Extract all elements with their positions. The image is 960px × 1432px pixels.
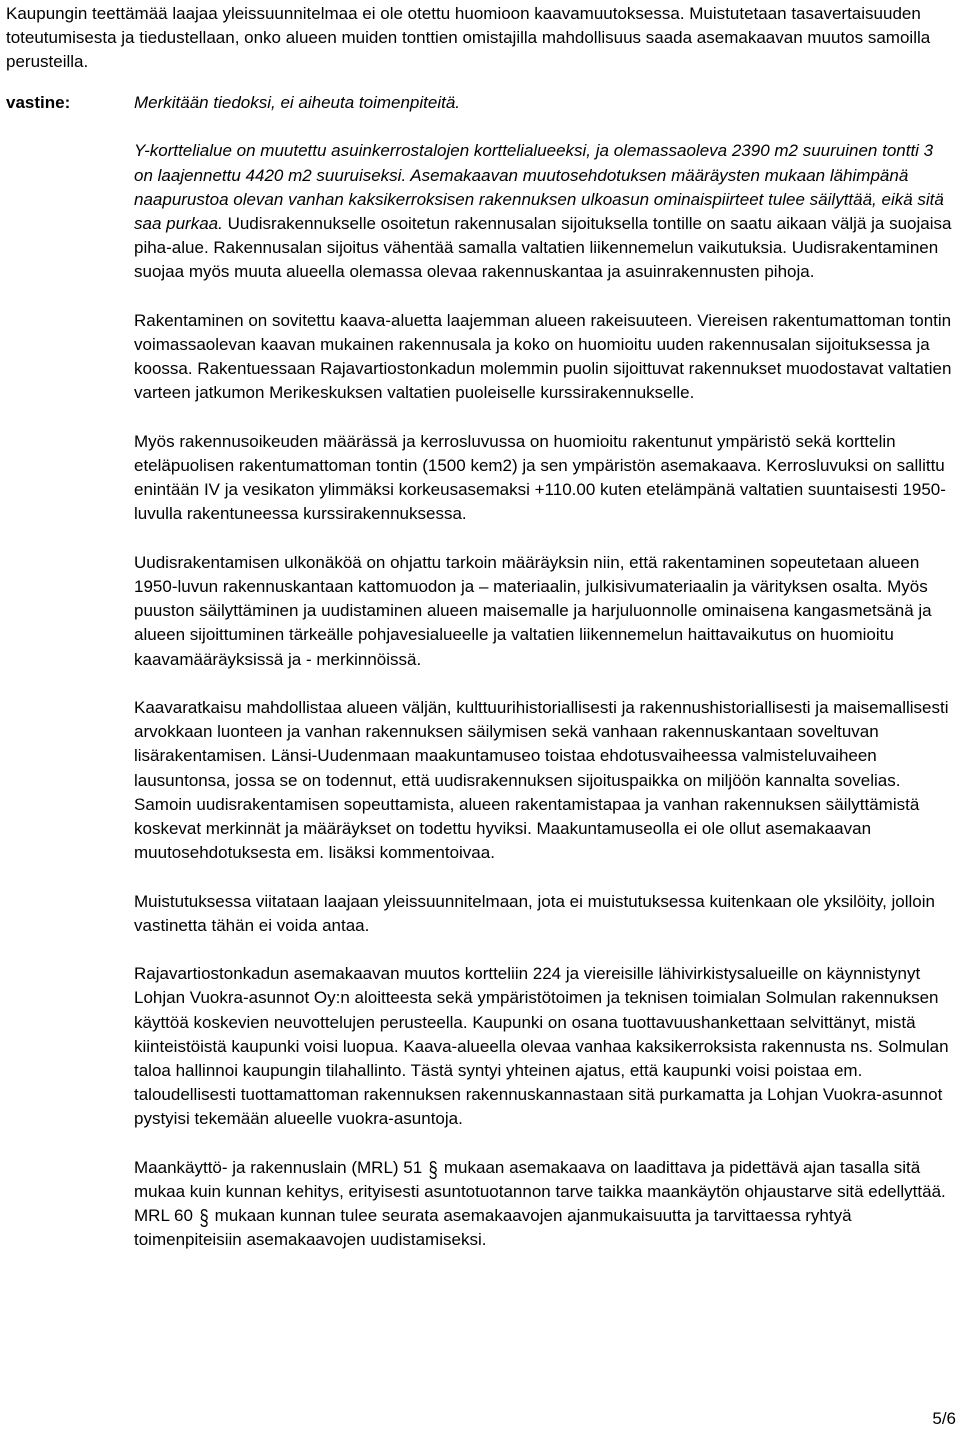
paragraph-5: Kaavaratkaisu mahdollistaa alueen väljän, kulttuurihistoriallisesti ja rakennushistoriallisesti ja maisemallisesti arvokkaan luonteen ja vanhan rakennuksen säilymisen sekä vanhaan rakennuskantaan soveltuvan lisärakentamisen. Länsi-Uudenmaan maakuntamuseo toistaa ehdotusvaiheessa valmisteluvaiheen lausuntonsa, jossa se on todennut, että uudisrakennuksen sijoituspaikka on miljöön kannalta sovelias. Samoin uudisrakentamisen sopeuttamista, alueen rakentamistapaa ja vanhan rakennuksen säilyttämistä koskevat merkinnät ja määräykset on todettu hyviksi. Maakuntamuseolla ei ole ollut asemakaavan muutosehdotuksesta em. lisäksi kommentoivaa. xyxy=(134,698,949,863)
page-number: 5/6 xyxy=(932,1409,956,1428)
vastine-label: vastine: xyxy=(6,93,71,112)
vastine-first-line: Merkitään tiedoksi, ei aiheuta toimenpiteitä. xyxy=(134,93,461,112)
intro-paragraph: Kaupungin teettämää laajaa yleissuunnitelmaa ei ole otettu huomioon kaavamuutoksessa. Muistutetaan tasavertaisuuden toteutumisesta ja tiedustellaan, onko alueen muiden tonttien omistajilla mahdollisuus saada asemakaavan muutos samoilla perusteilla. xyxy=(6,4,931,71)
paragraph-8-part-a: Maankäyttö- ja rakennuslain (MRL) 51 xyxy=(134,1157,423,1177)
paragraph-1-rest: Uudisrakennukselle osoitetun rakennusalan sijoituksella tontille on saatu aikaan väljä ja suojaisa piha-alue. Rakennusalan sijoitus vähentää samalla valtatien liikennemelun vaikutuksia. Uudisrakentaminen suojaa myös muuta alueella olemassa olevaa rakennuskantaa ja asuinrakennusten pihoja. xyxy=(134,214,952,282)
paragraph-1-italic: Y-korttelialue on muutettu asuinkerrostalojen korttelialueeksi, ja olemassaoleva 2390 m2 suuruinen tontti 3 on laajennettu 4420 m2 suuruiseksi. Asemakaavan muutosehdotuksen määräysten mukaan lähimpänä naapurustoa olevan vanhan kaksikerroksisen rakennuksen ulkoasun ominaispiirteet tulee säilyttää, eikä sitä saa purkaa. xyxy=(134,141,944,233)
paragraph-6: Muistutuksessa viitataan laajaan yleissuunnitelmaan, jota ei muistutuksessa kuitenkaan ole yksilöity, jolloin vastinetta tähän ei voida antaa. xyxy=(134,891,935,935)
paragraph-8-part-b: mukaan asemakaava on laadittava ja pidettävä ajan tasalla sitä mukaa kuin kunnan kehitys, erityisesti asuntotuotannon tarve taikka maankäytön ohjaustarve sitä edellyttää. MRL 60 xyxy=(134,1157,946,1226)
vastine-body xyxy=(134,91,954,1253)
paragraph-4: Uudisrakentamisen ulkonäköä on ohjattu tarkoin määräyksin niin, että rakentaminen sopeutetaan alueen 1950-luvun rakennuskantaan kattomuodon ja – materiaalin, julkisivumateriaalin ja värityksen osalta. Myös puuston säilyttäminen ja uudistaminen alueen maisemalle ja harjuluonnolle ominaisena kangasmetsänä ja alueen sijoittuminen tärkeälle pohjavesialueelle ja valtatien liikennemelun haittavaikutus on huomioitu kaavamääräyksissä ja - merkinnöissä. xyxy=(134,552,932,669)
section-sign-2: § xyxy=(199,1205,209,1231)
paragraph-8 xyxy=(134,1156,954,1253)
paragraph-3: Myös rakennusoikeuden määrässä ja kerrosluvussa on huomioitu rakentunut ympäristö sekä korttelin eteläpuolisen rakentumattoman tontin (1500 kem2) ja sen ympäristön asemakaava. Kerrosluvuksi on sallittu enintään IV ja vesikaton ylimmäksi korkeusasemaksi +110.00 kuten etelämpänä valtatien suuntaisesti 1950-luvulla rakentuneessa kurssirakennuksessa. xyxy=(134,431,946,524)
paragraph-1 xyxy=(134,139,954,284)
section-sign-1: § xyxy=(428,1156,438,1182)
paragraph-8-part-c: mukaan kunnan tulee seurata asemakaavojen ajanmukaisuutta ja tarvittaessa ryhtyä toimenpiteisiin asemakaavojen uudistamiseksi. xyxy=(134,1206,852,1250)
paragraph-2: Rakentaminen on sovitettu kaava-aluetta laajemman alueen rakeisuuteen. Viereisen rakentumattoman tontin voimassaolevan kaavan mukainen rakennusala ja koko on huomioitu uuden rakennusalan sijoituksessa ja koossa. Rakentuessaan Rajavartiostonkadun molemmin puolin sijoittuvat rakennukset muodostavat valtatien varteen jatkumon Merikeskuksen valtatien puoleiselle kurssirakennukselle. xyxy=(134,310,952,403)
paragraph-7: Rajavartiostonkadun asemakaavan muutos kortteliin 224 ja viereisille lähivirkistysalueille on käynnistynyt Lohjan Vuokra-asunnot Oy:n aloitteesta sekä ympäristötoimen ja teknisen toimialan Solmulan rakennuksen käyttöä koskevien neuvottelujen perusteella. Kaupunki on osana tuottavuushankettaan selvittänyt, mistä kiinteistöistä kaupunki voisi luopua. Kaava-alueella olevaa vanhaa kaksikerroksista rakennusta ns. Solmulan taloa hallinnoi kaupungin tilahallinto. Tästä syntyi yhteinen ajatus, että kaupunki voisi poistaa em. taloudellisesti tuottamattoman rakennuksen rakennuskannastaan sitä purkamatta ja Lohjan Vuokra-asunnot pystyisi tekemään alueelle vuokra-asuntoja. xyxy=(134,964,949,1129)
